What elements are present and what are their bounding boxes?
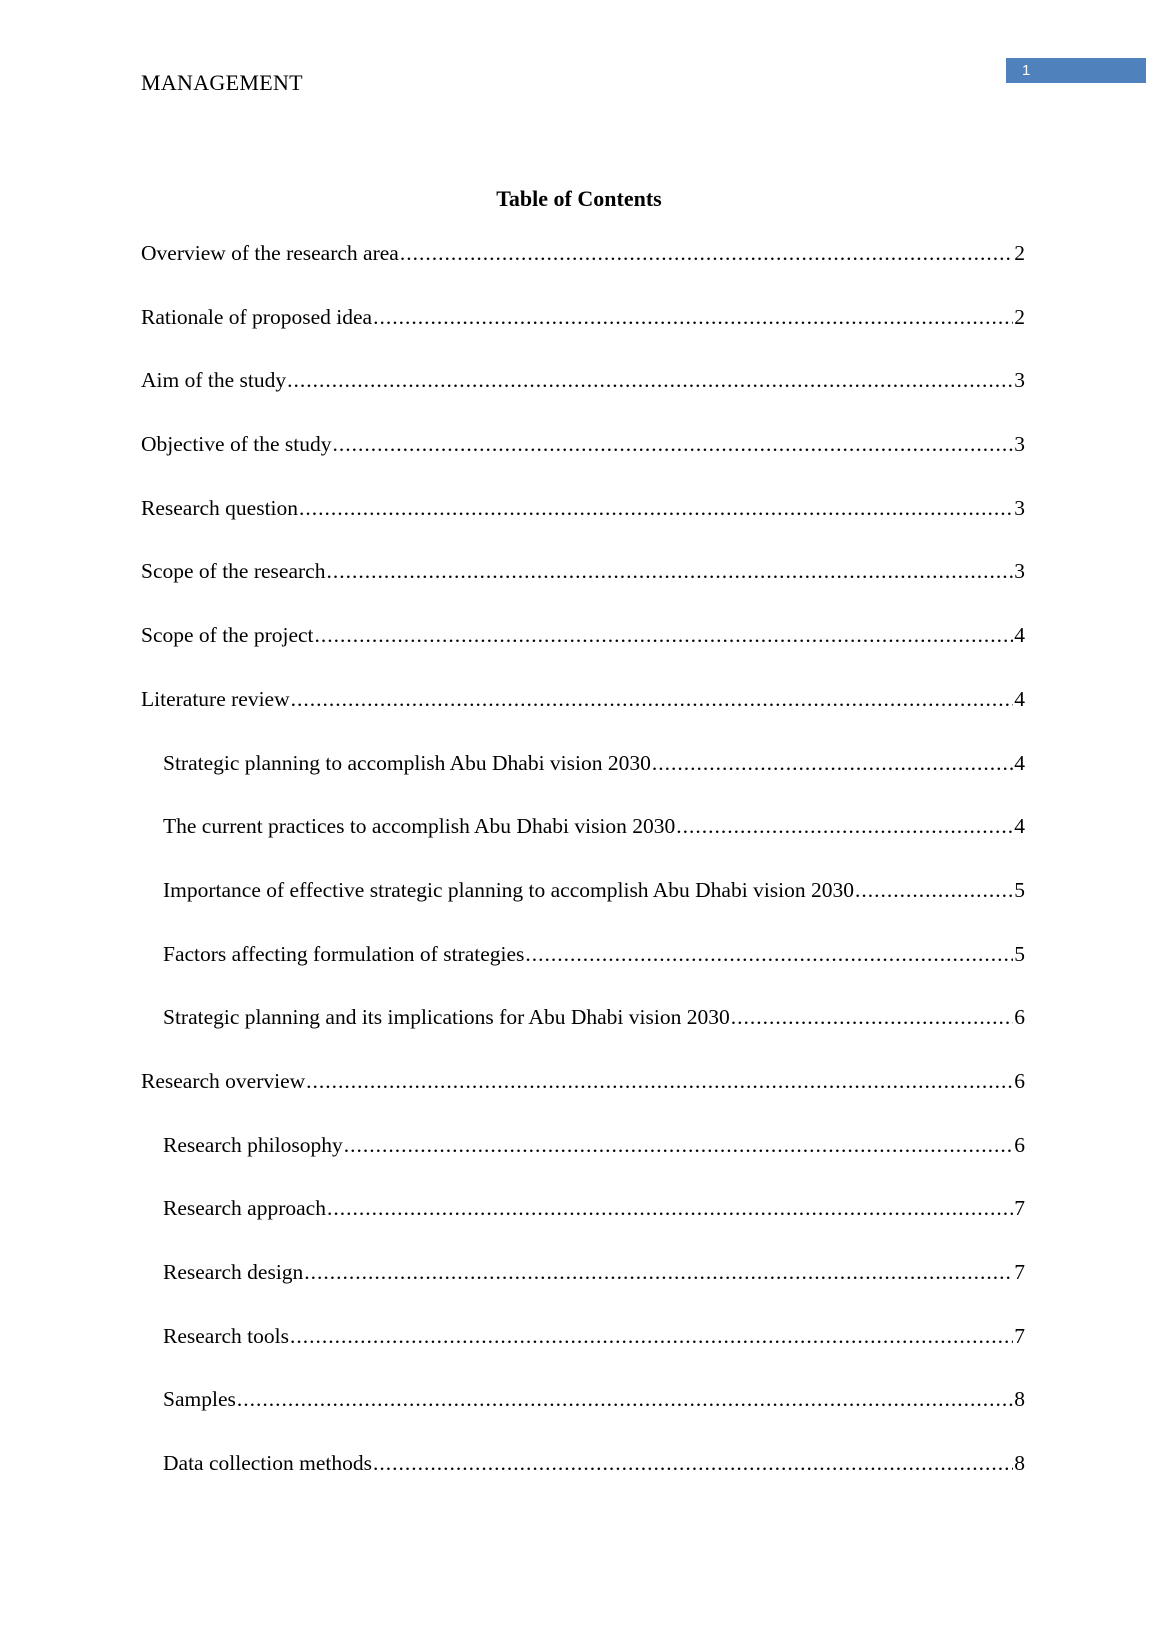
toc-entry-label: Aim of the study <box>141 368 287 393</box>
toc-dot-leader <box>344 1130 1014 1160</box>
toc-entry-page: 8 <box>1014 1451 1025 1476</box>
toc-dot-leader <box>326 556 1013 586</box>
toc-entry[interactable] <box>141 620 1025 684</box>
toc-dot-leader <box>237 1384 1013 1414</box>
toc-dot-leader <box>855 875 1013 905</box>
toc-dot-leader <box>676 811 1013 841</box>
toc-entry-page: 5 <box>1014 877 1025 902</box>
toc-entry-page: 4 <box>1014 750 1025 775</box>
toc-entry-page: 7 <box>1014 1196 1025 1221</box>
toc-entry-page: 2 <box>1014 304 1025 329</box>
toc-entry-label: Research philosophy <box>163 1132 343 1157</box>
toc-subentry[interactable] <box>141 939 1025 1003</box>
toc-dot-leader <box>731 1002 1014 1032</box>
toc-dot-leader <box>315 620 1014 650</box>
toc-entry-page: 3 <box>1014 368 1025 393</box>
toc-entry-label: Factors affecting formulation of strategies <box>163 941 525 966</box>
toc-dot-leader <box>400 238 1013 268</box>
toc-entry-label: Research tools <box>163 1323 289 1348</box>
toc-dot-leader <box>327 1193 1013 1223</box>
toc-entry[interactable] <box>141 429 1025 493</box>
toc-subentry[interactable] <box>141 1130 1025 1194</box>
toc-entry[interactable] <box>141 302 1025 366</box>
toc-dot-leader <box>373 1448 1013 1478</box>
toc-entry[interactable] <box>141 556 1025 620</box>
toc-dot-leader <box>290 1321 1013 1351</box>
toc-entry-label: Strategic planning and its implications for Abu Dhabi vision 2030 <box>163 1005 730 1030</box>
toc-subentry[interactable] <box>141 1257 1025 1321</box>
toc-entry[interactable] <box>141 1066 1025 1130</box>
toc-dot-leader <box>525 939 1013 969</box>
toc-entry-label: Research design <box>163 1260 304 1284</box>
toc-title: Table of Contents <box>496 186 662 211</box>
toc-entry-page: 6 <box>1014 1005 1025 1030</box>
toc-entry-page: 8 <box>1014 1387 1025 1412</box>
toc-entry-page: 3 <box>1014 559 1025 584</box>
toc-entry-label: Research approach <box>163 1196 326 1221</box>
toc-subentry[interactable] <box>141 1002 1025 1066</box>
toc-entry-label: Research overview <box>141 1068 306 1093</box>
toc-entry-label: Scope of the project <box>141 623 314 648</box>
toc-entry-page: 7 <box>1014 1323 1025 1348</box>
toc-entry-label: Data collection methods <box>163 1451 372 1476</box>
toc-entry-label: Importance of effective strategic planning to accomplish Abu Dhabi vision 2030 <box>163 877 855 902</box>
toc-entry-label: Research question <box>141 495 299 520</box>
toc-dot-leader <box>332 429 1013 459</box>
toc-entry-page: 6 <box>1014 1068 1025 1093</box>
toc-subentry[interactable] <box>141 875 1025 939</box>
toc-list <box>141 238 1025 1512</box>
toc-entry[interactable] <box>141 365 1025 429</box>
toc-entry-page: 6 <box>1014 1132 1025 1157</box>
toc-entry-page: 3 <box>1014 495 1025 520</box>
running-header: MANAGEMENT <box>141 70 303 95</box>
toc-dot-leader <box>652 748 1013 778</box>
toc-entry[interactable] <box>141 684 1025 748</box>
toc-entry[interactable] <box>141 238 1025 302</box>
toc-entry-label: Objective of the study <box>141 432 332 457</box>
toc-entry-label: Overview of the research area <box>141 241 399 265</box>
toc-dot-leader <box>373 302 1013 332</box>
toc-entry-page: 4 <box>1014 623 1025 648</box>
toc-dot-leader <box>304 1257 1013 1287</box>
toc-dot-leader <box>299 493 1013 523</box>
toc-dot-leader <box>287 365 1013 395</box>
toc-subentry[interactable] <box>141 748 1025 812</box>
toc-subentry[interactable] <box>141 1193 1025 1257</box>
toc-entry-page: 3 <box>1014 432 1025 457</box>
toc-entry-label: The current practices to accomplish Abu Dhabi vision 2030 <box>163 814 676 839</box>
toc-entry-label: Literature review <box>141 686 290 711</box>
toc-entry-page: 4 <box>1014 814 1025 839</box>
toc-subentry[interactable] <box>141 1384 1025 1448</box>
toc-entry-page: 7 <box>1014 1260 1025 1284</box>
page-number-badge: 1 <box>1006 58 1146 83</box>
toc-entry-label: Scope of the research <box>141 559 326 584</box>
toc-subentry[interactable] <box>141 1321 1025 1385</box>
toc-entry-page: 4 <box>1014 686 1025 711</box>
toc-entry-label: Samples <box>163 1387 236 1412</box>
toc-subentry[interactable] <box>141 1448 1025 1512</box>
toc-entry[interactable] <box>141 493 1025 557</box>
toc-entry-label: Rationale of proposed idea <box>141 304 373 329</box>
toc-subentry[interactable] <box>141 811 1025 875</box>
toc-dot-leader <box>306 1066 1013 1096</box>
toc-entry-page: 5 <box>1014 941 1025 966</box>
toc-entry-page: 2 <box>1014 241 1025 265</box>
toc-dot-leader <box>291 684 1014 714</box>
toc-entry-label: Strategic planning to accomplish Abu Dhabi vision 2030 <box>163 750 651 775</box>
